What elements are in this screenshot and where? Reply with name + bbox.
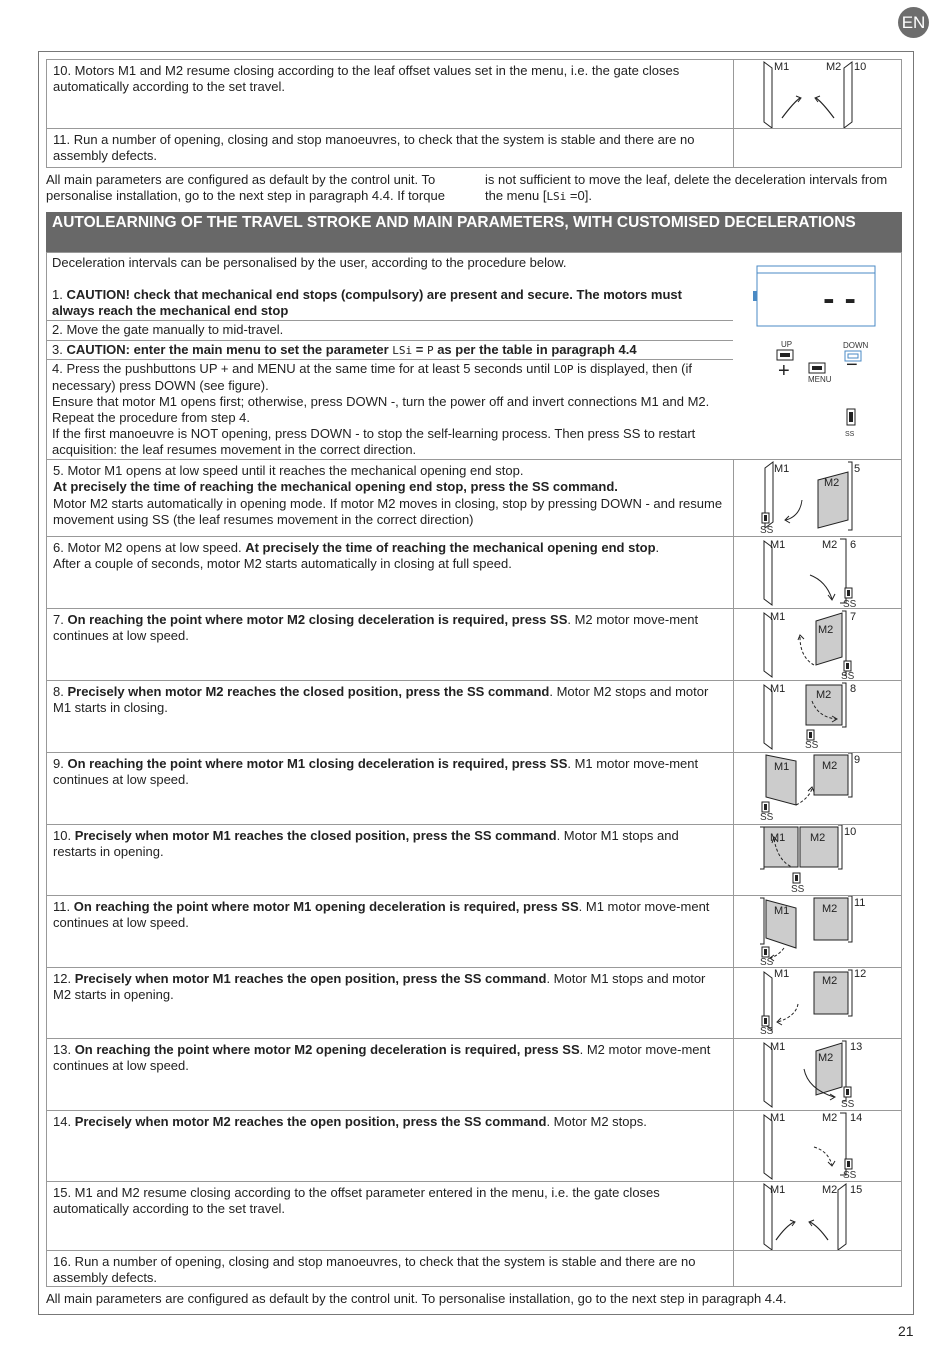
- step-4: 4. Press the pushbuttons UP + and MENU at the same time for at least 5 seconds until LOP is displayed, then (if necessary) press DOWN (see figure). Ensure that motor M1 opens first; otherwise, press DOWN -, turn the power off and invert connections M1 and M2. Repeat the procedure from step 4. If the first manoeuvre is NOT opening, press DOWN - to stop the self-learning process. Then press SS to restart acquisition: the leaf resumes movement in the correct direction.: [52, 361, 710, 457]
- step-16: 16. Run a number of opening, closing and stop manoeuvres, to check that the system is stable and there are no assembly defects.: [53, 1254, 696, 1286]
- svg-text:M1: M1: [770, 611, 786, 623]
- step-8: 8. Precisely when motor M2 reaches the closed position, press the SS command. Motor M2 stops and motor M1 starts in closing.: [53, 684, 709, 716]
- table-row: [46, 752, 902, 825]
- step-11: 11. On reaching the point where motor M1 opening deceleration is required, press SS. M1 motor move-ment continues at low speed.: [53, 899, 710, 931]
- svg-text:11: 11: [854, 897, 866, 909]
- table-row: [46, 895, 902, 968]
- step-text: 11. Run a number of opening, closing and stop manoeuvres, to check that the system is stable and there are no assembly defects.: [53, 132, 695, 164]
- svg-text:M1: M1: [774, 968, 790, 980]
- step-5: 5. Motor M1 opens at low speed until it reaches the mechanical opening end stop. At precisely the time of reaching the mechanical opening end stop, press the SS command. Motor M2 starts automatically in opening mode. If motor M2 moves in closing, stop by pressing DOWN - and resume movement using SS (the leaf resumes movement in the correct direction): [53, 463, 723, 527]
- svg-text:6: 6: [850, 539, 857, 551]
- table-row: [46, 967, 902, 1039]
- svg-text:SS: SS: [843, 599, 857, 610]
- svg-text:12: 12: [854, 968, 867, 980]
- svg-text:M2: M2: [822, 975, 838, 987]
- svg-text:SS: SS: [843, 1170, 857, 1181]
- svg-text:14: 14: [850, 1112, 863, 1124]
- control-panel-figure: [733, 253, 902, 460]
- svg-text:M2: M2: [826, 61, 842, 73]
- step-10: 10. Precisely when motor M1 reaches the closed position, press the SS command. Motor M1 stops and restarts in opening.: [53, 828, 679, 860]
- svg-text:10: 10: [854, 61, 867, 73]
- gate-figure-15: [733, 1182, 903, 1250]
- empty-figure-cell: [733, 1251, 903, 1286]
- gate-figure-14: [733, 1111, 903, 1181]
- table-row: [46, 608, 902, 681]
- svg-text:13: 13: [850, 1041, 863, 1053]
- gate-figure-5: [733, 460, 903, 536]
- svg-text:MENU: MENU: [808, 375, 832, 384]
- step-2: 2. Move the gate manually to mid-travel.: [52, 322, 284, 337]
- svg-text:15: 15: [850, 1184, 863, 1196]
- svg-text:M1: M1: [770, 1041, 786, 1053]
- svg-text:M1: M1: [770, 1112, 786, 1124]
- svg-text:SS: SS: [760, 1026, 774, 1037]
- empty-figure-cell: [733, 129, 903, 167]
- step-6: 6. Motor M2 opens at low speed. At precisely the time of reaching the mechanical opening end stop. After a couple of seconds, motor M2 starts automatically in closing at full speed.: [53, 540, 660, 572]
- step-7: 7. On reaching the point where motor M2 closing deceleration is required, press SS. M2 motor move-ment continues at low speed.: [53, 612, 699, 644]
- section-title: AUTOLEARNING OF THE TRAVEL STROKE AND MAIN PARAMETERS, WITH CUSTOMISED DECELERATIONS: [46, 212, 902, 252]
- table-row: [46, 128, 902, 168]
- svg-text:SS: SS: [760, 812, 774, 823]
- svg-text:SS: SS: [760, 525, 774, 536]
- svg-text:+: +: [778, 360, 790, 382]
- step-14: 14. Precisely when motor M2 reaches the open position, press the SS command. Motor M2 stops.: [53, 1114, 647, 1129]
- svg-text:M2: M2: [818, 1052, 834, 1064]
- table-row: [46, 1110, 902, 1182]
- table-row: [46, 459, 902, 537]
- gate-figure-10: [733, 825, 903, 895]
- svg-text:SS: SS: [841, 1099, 855, 1110]
- step-15: 15. M1 and M2 resume closing according to the offset parameter entered in the menu, i.e. the gate closes automatically according to the set travel.: [53, 1185, 660, 1217]
- svg-text:M2: M2: [822, 1184, 838, 1196]
- svg-text:9: 9: [854, 754, 861, 766]
- table-row: [46, 680, 902, 753]
- footer-note: All main parameters are configured as default by the control unit. To personalise installation, go to the next step in paragraph 4.4.: [46, 1291, 787, 1306]
- svg-text:5: 5: [854, 463, 861, 475]
- svg-text:M1: M1: [770, 832, 786, 844]
- step-12: 12. Precisely when motor M1 reaches the open position, press the SS command. Motor M1 stops and motor M2 starts in opening.: [53, 971, 706, 1003]
- svg-text:10: 10: [844, 826, 857, 838]
- gate-figure-11: [733, 896, 903, 967]
- gate-figure-9: [733, 753, 903, 824]
- svg-text:DOWN: DOWN: [843, 341, 869, 350]
- display-readout: - -: [823, 283, 856, 316]
- gate-figure-12: [733, 968, 903, 1038]
- gate-figure-8: [733, 681, 903, 752]
- svg-text:M2: M2: [822, 1112, 838, 1124]
- svg-text:M2: M2: [818, 624, 834, 636]
- note-right: is not sufficient to move the leaf, delete the deceleration intervals from the menu [LSi =0].: [485, 172, 888, 203]
- svg-text:M1: M1: [770, 1184, 786, 1196]
- svg-text:SS: SS: [805, 740, 819, 751]
- svg-text:M1: M1: [774, 761, 790, 773]
- table-row: [46, 1181, 902, 1251]
- gate-figure: [733, 60, 903, 128]
- step-text: 10. Motors M1 and M2 resume closing according to the leaf offset values set in the menu, i.e. the gate closes automatically according to the set travel.: [53, 63, 680, 95]
- step-13: 13. On reaching the point where motor M2 opening deceleration is required, press SS. M2 motor move-ment continues at low speed.: [53, 1042, 711, 1074]
- language-badge: EN: [898, 7, 929, 38]
- gate-figure-6: [733, 537, 903, 608]
- page-number: 21: [898, 1323, 914, 1339]
- svg-text:M2: M2: [822, 539, 838, 551]
- svg-text:M1: M1: [774, 905, 790, 917]
- svg-text:SS: SS: [791, 884, 805, 895]
- svg-text:M1: M1: [774, 463, 790, 475]
- step-1: 1. CAUTION! check that mechanical end stops (compulsory) are present and secure. The motors must always reach the mechanical end stop: [52, 287, 682, 318]
- svg-text:7: 7: [850, 611, 857, 623]
- step-3: 3. CAUTION: enter the main menu to set the parameter LSi = P as per the table in paragraph 4.4: [52, 342, 637, 357]
- svg-text:M1: M1: [774, 61, 790, 73]
- intro-text: Deceleration intervals can be personalised by the user, according to the procedure below.: [52, 255, 567, 270]
- table-row: [46, 1038, 902, 1111]
- svg-text:M1: M1: [770, 683, 786, 695]
- svg-text:8: 8: [850, 683, 857, 695]
- svg-text:SS: SS: [760, 957, 774, 968]
- gate-figure-7: [733, 609, 903, 680]
- svg-text:M1: M1: [770, 539, 786, 551]
- table-row: [46, 1250, 902, 1287]
- svg-text:M2: M2: [810, 832, 826, 844]
- table-row: [46, 824, 902, 896]
- svg-text:UP: UP: [781, 340, 793, 349]
- svg-text:SS: SS: [841, 671, 855, 682]
- gate-figure-13: [733, 1039, 903, 1110]
- svg-text:−: −: [846, 354, 858, 376]
- svg-text:M2: M2: [824, 477, 840, 489]
- step-9: 9. On reaching the point where motor M1 closing deceleration is required, press SS. M1 motor move-ment continues at low speed.: [53, 756, 699, 788]
- svg-text:M2: M2: [816, 689, 832, 701]
- table-row: [46, 536, 902, 609]
- svg-text:M2: M2: [822, 760, 838, 772]
- svg-text:SS: SS: [845, 431, 855, 438]
- table-row: [46, 59, 902, 129]
- svg-text:M2: M2: [822, 903, 838, 915]
- note-left: All main parameters are configured as default by the control unit. To personalise installation, go to the next step in paragraph 4.4. If torque: [46, 172, 445, 203]
